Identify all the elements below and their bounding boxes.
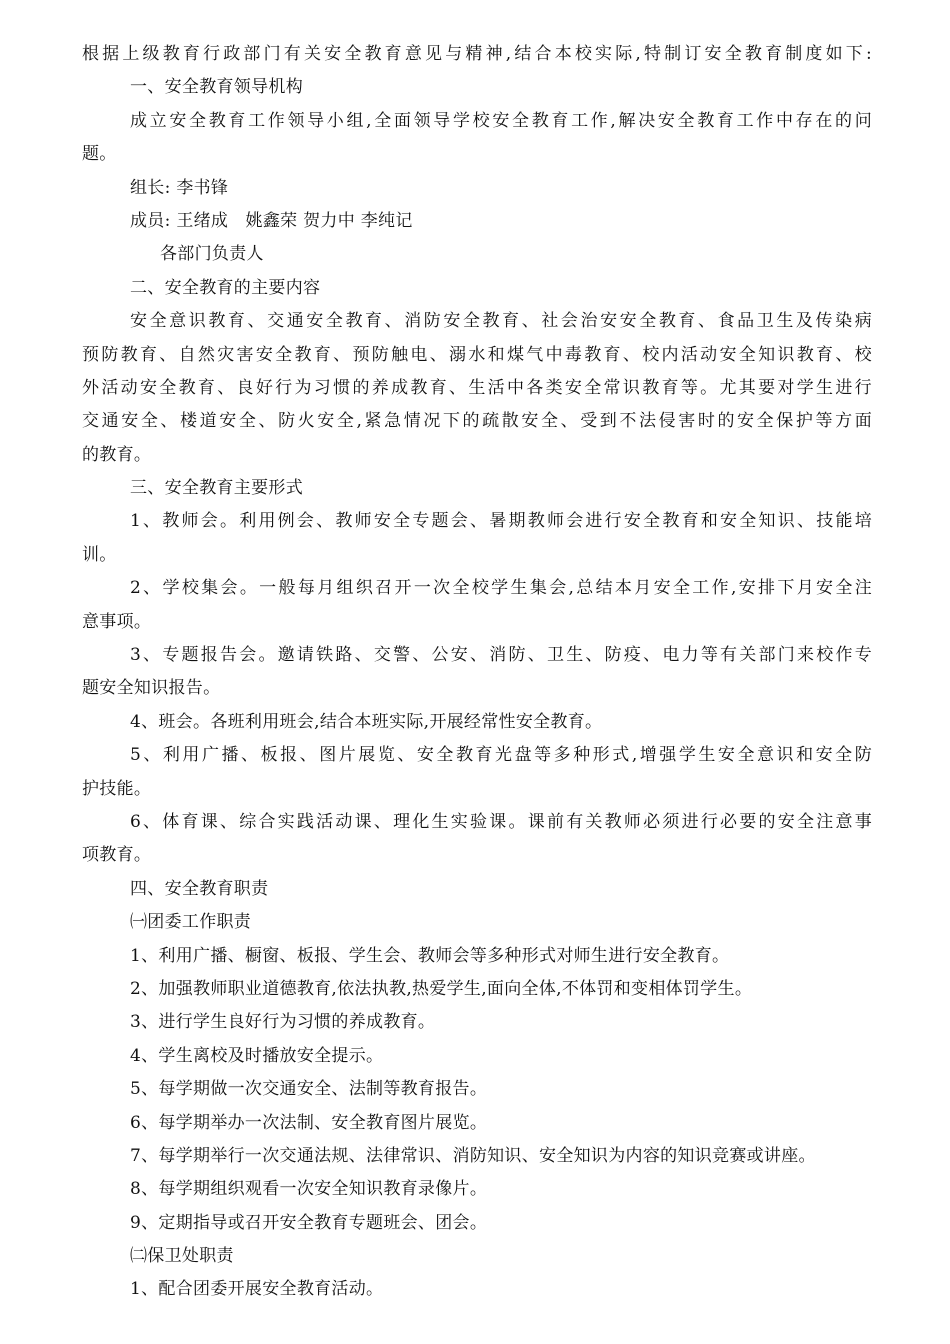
members-line: 成员: 王绪成 姚鑫荣 贺力中 李纯记: [130, 210, 413, 231]
leader-line: 组长: 李书锋: [130, 177, 229, 198]
section-2-paragraph-line-5: 的教育。: [82, 444, 152, 465]
subsection-1-heading: ㈠团委工作职责: [130, 912, 252, 933]
section-3-item-5-line-1: 5、利用广播、板报、图片展览、安全教育光盘等多种形式,增强学生安全意识和安全防: [130, 745, 872, 766]
intro-paragraph: 根据上级教育行政部门有关安全教育意见与精神,结合本校实际,特制订安全教育制度如下:: [82, 44, 872, 64]
subsection-2-item: 1、配合团委开展安全教育活动。: [130, 1279, 384, 1300]
section-3-item-1-line-1: 1、教师会。利用例会、教师安全专题会、暑期教师会进行安全教育和安全知识、技能培: [130, 511, 872, 532]
subsection-1-item: 7、每学期举行一次交通法规、法律常识、消防知识、安全知识为内容的知识竞赛或讲座。: [130, 1145, 816, 1166]
section-2-paragraph-line-1: 安全意识教育、交通安全教育、消防安全教育、社会治安安全教育、食品卫生及传染病: [130, 311, 872, 332]
section-3-item-4: 4、班会。各班利用班会,结合本班实际,开展经常性安全教育。: [130, 711, 603, 732]
subsection-1-item: 9、定期指导或召开安全教育专题班会、团会。: [130, 1212, 488, 1233]
section-3-item-3-line-2: 题安全知识报告。: [82, 678, 221, 699]
section-2-paragraph-line-3: 外活动安全教育、良好行为习惯的养成教育、生活中各类安全常识教育等。尤其要对学生进行: [82, 377, 872, 398]
section-4-heading: 四、安全教育职责: [130, 878, 269, 899]
section-3-item-6-line-1: 6、体育课、综合实践活动课、理化生实验课。课前有关教师必须进行必要的安全注意事: [130, 811, 872, 832]
members-continuation: 各部门负责人: [160, 244, 264, 265]
section-3-item-2-line-1: 2、学校集会。一般每月组织召开一次全校学生集会,总结本月安全工作,安排下月安全注: [130, 578, 872, 599]
subsection-1-item: 3、进行学生良好行为习惯的养成教育。: [130, 1012, 436, 1033]
section-2-paragraph-line-4: 交通安全、楼道安全、防火安全,紧急情况下的疏散安全、受到不法侵害时的安全保护等方面: [82, 411, 872, 432]
section-1-heading: 一、安全教育领导机构: [130, 77, 303, 98]
section-2-heading: 二、安全教育的主要内容: [130, 277, 321, 298]
section-3-item-5-line-2: 护技能。: [82, 778, 152, 799]
subsection-1-item: 1、利用广播、橱窗、板报、学生会、教师会等多种形式对师生进行安全教育。: [130, 945, 730, 966]
subsection-1-item: 2、加强教师职业道德教育,依法执教,热爱学生,面向全体,不体罚和变相体罚学生。: [130, 978, 753, 999]
subsection-2-heading: ㈡保卫处职责: [130, 1246, 234, 1267]
section-3-heading: 三、安全教育主要形式: [130, 478, 303, 499]
section-3-item-1-line-2: 训。: [82, 544, 117, 565]
subsection-1-item: 5、每学期做一次交通安全、法制等教育报告。: [130, 1079, 488, 1100]
document-page: [82, 38, 872, 1307]
subsection-1-item: 8、每学期组织观看一次安全知识教育录像片。: [130, 1179, 488, 1200]
section-3-item-2-line-2: 意事项。: [82, 611, 152, 632]
section-1-paragraph-line-1: 成立安全教育工作领导小组,全面领导学校安全教育工作,解决安全教育工作中存在的问: [130, 110, 872, 131]
section-3-item-6-line-2: 项教育。: [82, 845, 152, 866]
section-2-paragraph-line-2: 预防教育、自然灾害安全教育、预防触电、溺水和煤气中毒教育、校内活动安全知识教育、校: [82, 344, 872, 365]
subsection-1-item: 4、学生离校及时播放安全提示。: [130, 1045, 384, 1066]
section-3-item-3-line-1: 3、专题报告会。邀请铁路、交警、公安、消防、卫生、防疫、电力等有关部门来校作专: [130, 645, 872, 666]
section-1-paragraph-line-2: 题。: [82, 144, 117, 165]
subsection-1-item: 6、每学期举办一次法制、安全教育图片展览。: [130, 1112, 488, 1133]
